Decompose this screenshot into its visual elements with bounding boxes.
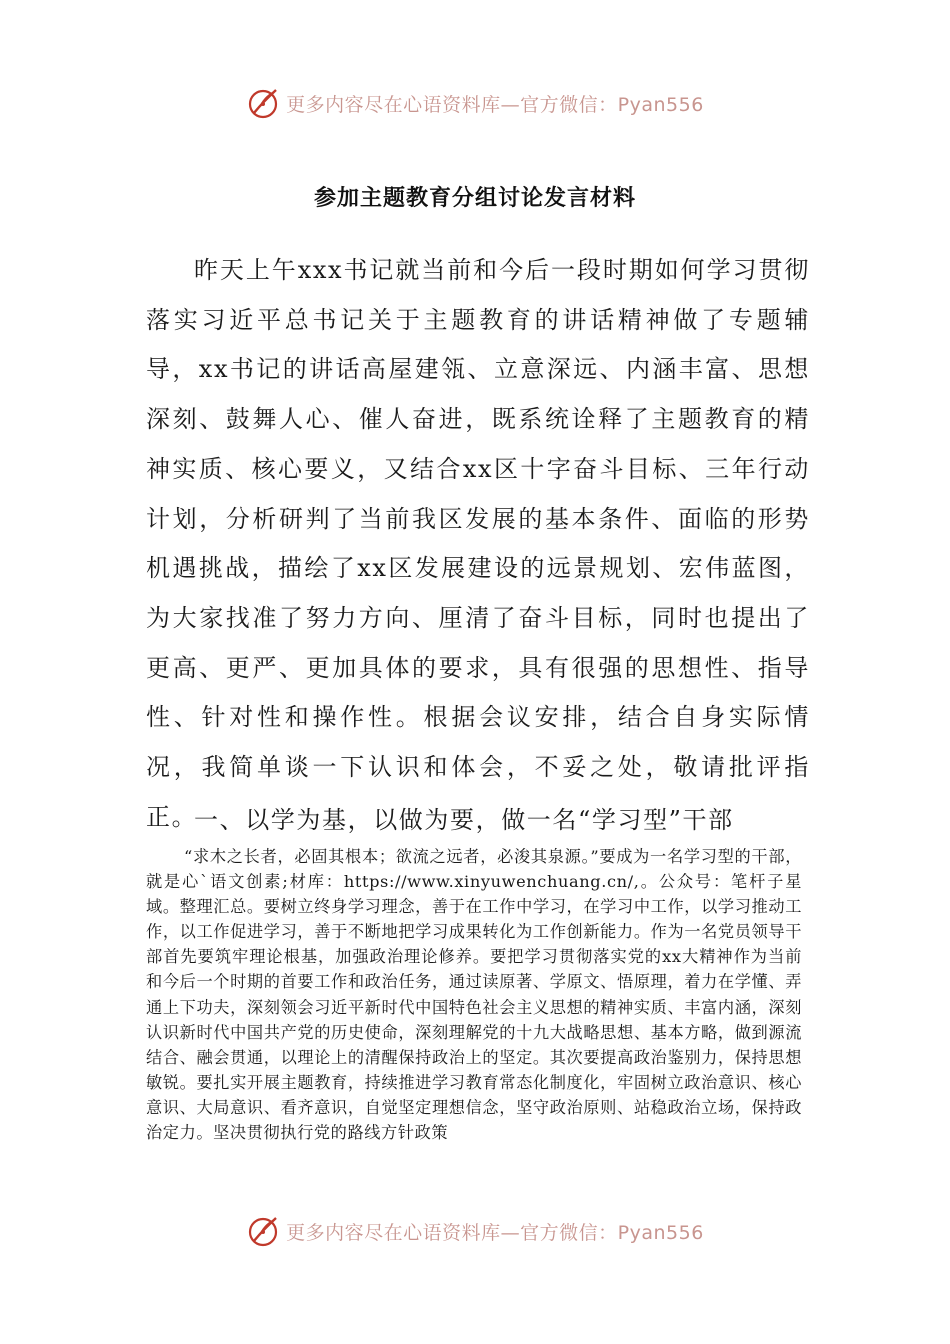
- watermark-text: 更多内容尽在心语资料库—官方微信：Pyan556: [286, 1221, 704, 1244]
- section-body-paragraph: “求木之长者，必固其根本；欲流之远者，必浚其泉源。”要成为一名学习型的干部，就是心`语文创素;材库：https://www.xinyuwenchuang.cn/,。公众号：笔杆子星域。整理汇总。要树立终身学习理念，善于在工作中学习，在学习中工作，以学习推动工作，以工作促进学习，善于不断地把学习成果转化为工作创新能力。作为一名党员领导干部首先要筑牢理论根基，加强政治理论修养。要把学习贯彻落实党的xx大精神作为当前和今后一个时期的首要工作和政治任务，通过读原著、学原文、悟原理，着力在学懂、弄通上下功夫，深刻领会习近平新时代中国特色社会主义思想的精神实质、丰富内涵，深刻认识新时代中国共产党的历史使命，深刻理解党的十九大战略思想、基本方略，做到源流结合、融会贯通，以理论上的清醒保持政治上的坚定。其次要提高政治鉴别力，保持思想敏锐。要扎实开展主题教育，持续推进学习教育常态化制度化，牢固树立政治意识、核心意识、大局意识、看齐意识，自觉坚定理想信念，坚守政治原则、站稳政治立场，保持政治定力。坚决贯彻执行党的路线方针政策: [146, 847, 802, 1143]
- quill-logo-icon: [246, 1213, 282, 1249]
- quill-logo-icon: [246, 85, 282, 121]
- watermark-header: [0, 78, 950, 128]
- watermark-footer: [0, 1206, 950, 1256]
- intro-paragraph: 昨天上午xxx书记就当前和今后一段时期如何学习贯彻落实习近平总书记关于主题教育的讲话精神做了专题辅导，xx书记的讲话高屋建瓴、立意深远、内涵丰富、思想深刻、鼓舞人心、催人奋进，既系统诠释了主题教育的精神实质、核心要义，又结合xx区十字奋斗目标、三年行动计划，分析研判了当前我区发展的基本条件、面临的形势机遇挑战，描绘了xx区发展建设的远景规划、宏伟蓝图，为大家找准了努力方向、厘清了奋斗目标，同时也提出了更高、更严、更加具体的要求，具有很强的思想性、指导性、针对性和操作性。根据会议安排，结合自身实际情况，我简单谈一下认识和体会，不妥之处，敬请批评指正。: [146, 256, 810, 831]
- watermark-text: 更多内容尽在心语资料库—官方微信：Pyan556: [286, 93, 704, 116]
- section-heading: 一、以学为基，以做为要，做一名“学习型”干部: [194, 806, 734, 834]
- document-title: 参加主题教育分组讨论发言材料: [313, 186, 636, 211]
